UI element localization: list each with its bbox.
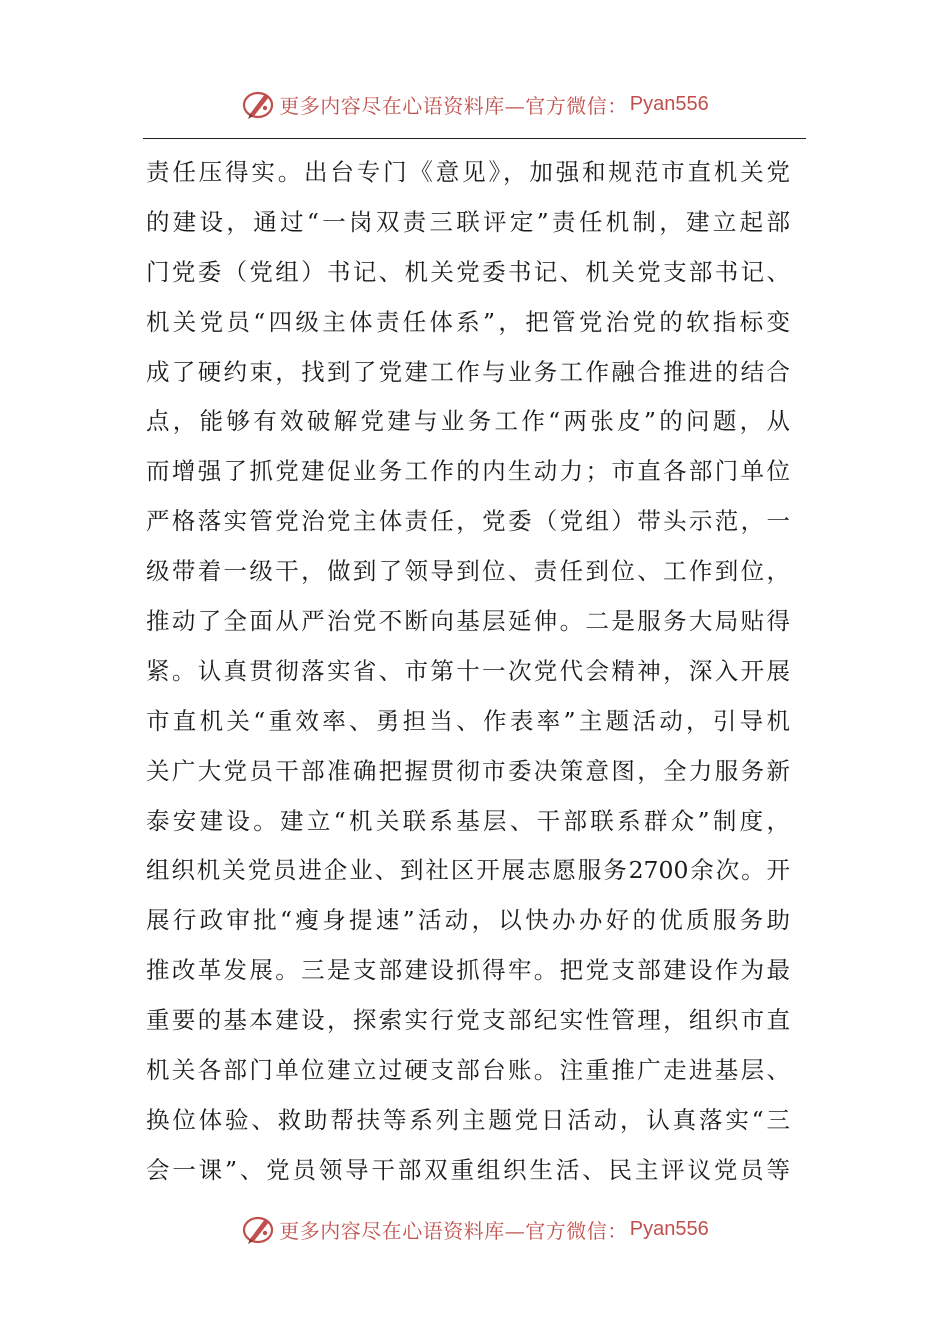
text-line: 市直机关“重效率、勇担当、作表率”主题活动，引导机 [146, 706, 790, 735]
text-line: 成了硬约束，找到了党建工作与业务工作融合推进的结合 [146, 357, 790, 386]
text-line: 推改革发展。三是支部建设抓得牢。把党支部建设作为最 [146, 956, 790, 985]
text-line: 会一课”、党员领导干部双重组织生活、民主评议党员等 [146, 1155, 790, 1184]
pen-logo-icon [241, 86, 277, 122]
text-line: 换位体验、救助帮扶等系列主题党日活动，认真落实“三 [146, 1105, 790, 1134]
text-line: 级带着一级干，做到了领导到位、责任到位、工作到位， [146, 557, 790, 586]
text-line: 泰安建设。建立“机关联系基层、干部联系群众”制度， [146, 806, 790, 835]
header-banner [0, 84, 950, 124]
text-line: 展行政审批“瘦身提速”活动，以快办办好的优质服务助 [146, 906, 790, 935]
footer-banner [0, 1209, 950, 1249]
header-brand-text: 更多内容尽在心语资料库—官方微信： [279, 93, 628, 118]
text-line: 关广大党员干部准确把握贯彻市委决策意图，全力服务新 [146, 756, 790, 785]
text-line: 紧。认真贯彻落实省、市第十一次党代会精神，深入开展 [146, 656, 790, 685]
text-line: 组织机关党员进企业、到社区开展志愿服务2700余次。开 [146, 856, 790, 885]
text-line: 机关各部门单位建立过硬支部台账。注重推广走进基层、 [146, 1056, 790, 1085]
document-body [146, 148, 790, 1196]
text-line: 而增强了抓党建促业务工作的内生动力；市直各部门单位 [146, 457, 790, 486]
text-line: 责任压得实。出台专门《意见》，加强和规范市直机关党 [146, 158, 790, 186]
footer-brand-text: 更多内容尽在心语资料库—官方微信： [279, 1218, 628, 1243]
text-line: 门党委（党组）书记、机关党委书记、机关党支部书记、 [146, 257, 790, 286]
text-line: 重要的基本建设，探索实行党支部纪实性管理，组织市直 [146, 1006, 790, 1035]
text-line: 机关党员“四级主体责任体系”，把管党治党的软指标变 [146, 307, 790, 336]
footer-brand-id: Pyan556 [629, 1217, 709, 1240]
header-divider [143, 138, 806, 139]
header-brand-id: Pyan556 [629, 92, 709, 115]
text-line: 严格落实管党治党主体责任，党委（党组）带头示范，一 [146, 507, 790, 536]
text-line: 的建设，通过“一岗双责三联评定”责任机制，建立起部 [146, 207, 790, 236]
text-line: 点，能够有效破解党建与业务工作“两张皮”的问题，从 [146, 407, 790, 436]
pen-logo-icon [241, 1211, 277, 1247]
text-line: 推动了全面从严治党不断向基层延伸。二是服务大局贴得 [146, 607, 790, 636]
